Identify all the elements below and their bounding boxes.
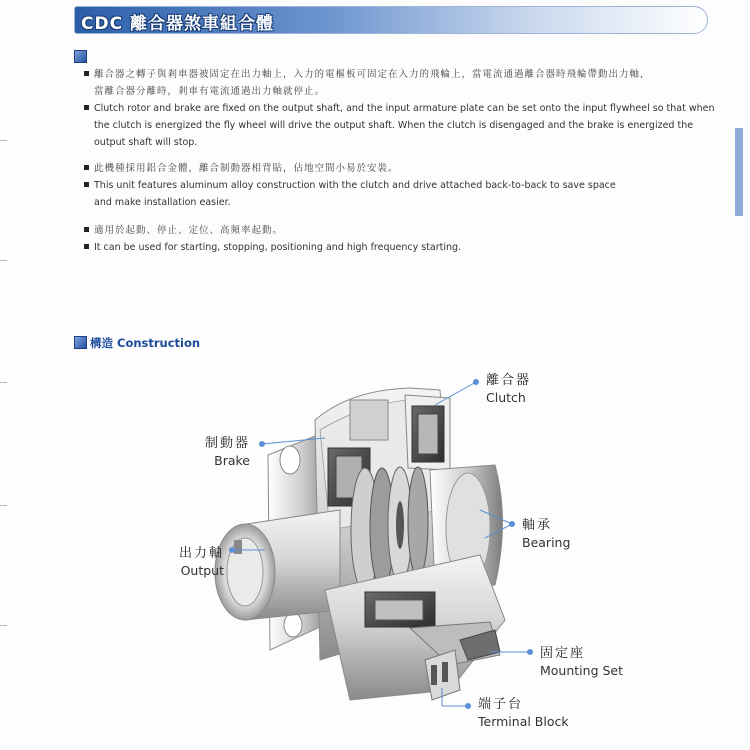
label-mounting-set: 固定座 Mounting Set — [540, 646, 624, 678]
margin-tick — [0, 505, 7, 506]
title-bar — [74, 6, 708, 34]
en-line: output shaft will stop. — [94, 137, 198, 148]
zh-line: 此機種採用鋁合金體，離合制動器相背貼，佔地空間小易於安裝。 — [84, 160, 616, 177]
zh-line: 離合器之轉子與剎車器被固定在出力軸上，入力的電樞板可固定在入力的飛輪上，當電流通過離合器時飛輪帶動出力軸， — [84, 66, 715, 83]
description-item-2 — [84, 160, 616, 211]
section-square-icon — [74, 336, 87, 349]
zh-line: 適用於起動、停止、定位、高頻率起動。 — [84, 222, 461, 239]
bullet-icon — [84, 165, 89, 170]
label-bearing: 軸承 Bearing — [522, 518, 571, 550]
label-clutch: 離合器 Clutch — [486, 373, 532, 405]
side-tab — [735, 128, 743, 216]
margin-tick — [0, 260, 7, 261]
en-line: It can be used for starting, stopping, positioning and high frequency starting. — [84, 239, 461, 256]
output-shaft — [215, 510, 340, 620]
bullet-icon — [84, 105, 89, 110]
description-item-3 — [84, 222, 461, 256]
zh-line: 當離合器分離時，剎車有電流通過出力軸就停止。 — [94, 86, 326, 97]
en-line: and make installation easier. — [94, 197, 231, 208]
label-terminal-block: 端子台 Terminal Block — [478, 697, 569, 729]
margin-tick — [0, 625, 7, 626]
bullet-icon — [84, 71, 89, 76]
construction-title: 構造 Construction — [90, 336, 201, 350]
en-line: the clutch is energized the fly wheel will drive the output shaft. When the clutch is disengaged and the brake is energized the — [94, 120, 694, 131]
margin-tick — [0, 382, 7, 383]
description-item-1 — [84, 66, 715, 151]
section-square-icon — [74, 50, 87, 63]
label-brake: 制動器 Brake — [204, 436, 250, 468]
margin-tick — [0, 140, 7, 141]
en-line: This unit features aluminum alloy construction with the clutch and drive attached back-to-back to save space — [84, 177, 616, 194]
en-line: Clutch rotor and brake are fixed on the output shaft, and the input armature plate can be set onto the input flywheel so that when — [84, 100, 715, 117]
bullet-icon — [84, 244, 89, 249]
bullet-icon — [84, 182, 89, 187]
page-title: CDC 離合器煞車組合體 — [81, 14, 274, 34]
clutch-brake-illustration — [150, 360, 750, 750]
label-output: 出力軸 Output — [178, 546, 224, 578]
bullet-icon — [84, 227, 89, 232]
